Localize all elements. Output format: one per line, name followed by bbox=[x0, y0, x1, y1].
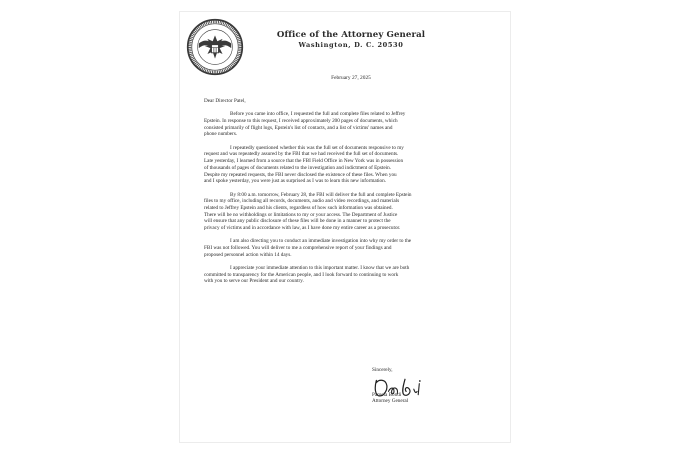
paragraph-line: with you to serve our President and our country. bbox=[204, 278, 304, 285]
paragraph-line: proposed personnel action within 14 days. bbox=[204, 251, 292, 258]
paragraph-list bbox=[204, 111, 500, 285]
paragraph-line: By 8:00 a.m. tomorrow, February 28, the FBI will deliver the full and complete Epstein bbox=[230, 191, 412, 198]
office-title: Office of the Attorney General bbox=[276, 30, 426, 40]
paragraph-line: and I spoke yesterday, you were just as surprised as I was to learn this new information. bbox=[204, 178, 387, 185]
paragraph-line: FBI was not followed. You will deliver to me a comprehensive report of your findings and bbox=[204, 245, 392, 252]
salutation: Dear Director Patel, bbox=[204, 98, 246, 104]
paragraph-line: Before you came into office, I requested the full and complete files related to Jeffrey bbox=[230, 111, 406, 118]
paragraph-line: of thousands of pages of documents related to the investigation and indictment of Epstein. bbox=[204, 164, 391, 171]
body-paragraph bbox=[204, 265, 500, 285]
body-paragraph bbox=[204, 111, 500, 138]
paragraph-line: related to Jeffrey Epstein and his clients, regardless of how such information was obtained. bbox=[204, 204, 393, 211]
paragraph-line: I repeatedly questioned whether this was the full set of documents responsive to my bbox=[230, 144, 404, 151]
letter-date: February 27, 2025 bbox=[331, 75, 371, 81]
body-paragraph bbox=[204, 192, 500, 232]
signer-title: Attorney General bbox=[372, 398, 409, 405]
closing-block bbox=[372, 367, 482, 405]
paragraph-line: Despite my repeated requests, the FBI never disclosed the existence of these files. When you bbox=[204, 171, 397, 178]
paragraph-line: will ensure that any public disclosure of these files will be done in a manner to protect the bbox=[204, 218, 391, 225]
valediction: Sincerely, bbox=[372, 367, 393, 373]
office-address: Washington, D. C. 20530 bbox=[298, 41, 404, 49]
body-paragraph bbox=[204, 145, 500, 185]
letter-page bbox=[180, 12, 510, 442]
paragraph-line: I appreciate your immediate attention to this important matter. I know that we are both bbox=[230, 265, 410, 272]
department-of-justice-seal-icon bbox=[186, 18, 244, 76]
paragraph-line: I am also directing you to conduct an immediate investigation into why my order to the bbox=[230, 238, 412, 245]
paragraph-line: Late yesterday, I learned from a source that the FBI Field Office in New York was in possession bbox=[204, 158, 404, 165]
letterhead bbox=[276, 30, 426, 50]
paragraph-line: consisted primarily of flight logs, Epstein's list of contacts, and a list of victims' names and bbox=[204, 124, 393, 131]
paragraph-line: request and was repeatedly assured by the FBI that we had received the full set of documents. bbox=[204, 151, 399, 158]
body-paragraph bbox=[204, 238, 500, 258]
paragraph-line: committed to transparency for the American people, and I look forward to continuing to work bbox=[204, 271, 399, 278]
paragraph-line: Epstein. In response to this request, I received approximately 200 pages of documents, which bbox=[204, 118, 398, 124]
paragraph-line: files to my office, including all records, documents, audio and video recordings, and materials bbox=[204, 198, 400, 205]
signer-name: Pamela Bondi bbox=[372, 391, 402, 398]
paragraph-line: There will be no withholdings or limitations to my or your access. The Department of Justice bbox=[204, 211, 398, 218]
paragraph-line: phone numbers. bbox=[204, 131, 238, 138]
letter-body bbox=[204, 98, 500, 292]
paragraph-line: privacy of victims and in accordance with law, as I have done my entire career as a prosecutor. bbox=[204, 225, 401, 232]
